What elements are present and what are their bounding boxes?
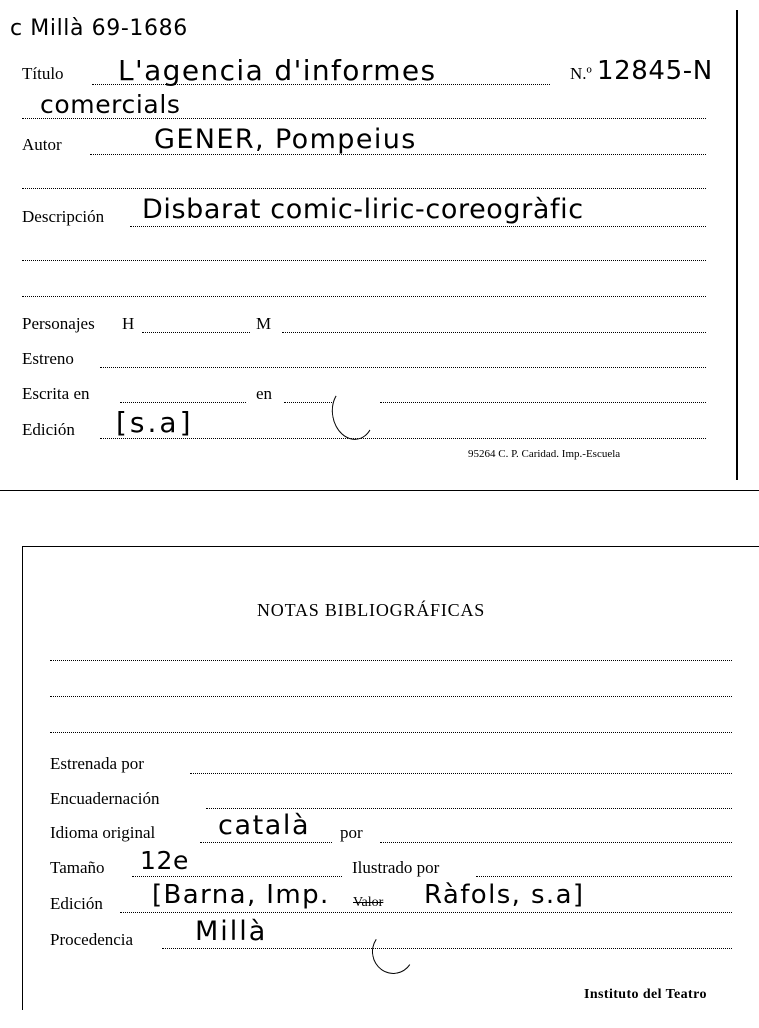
tamano-line bbox=[132, 876, 342, 877]
tamano-label: Tamaño bbox=[50, 858, 105, 877]
personajes-label: Personajes bbox=[22, 314, 95, 333]
titulo-label: Título bbox=[22, 64, 64, 83]
edicion-bottom-line bbox=[120, 912, 732, 913]
edicion-bottom-label: Edición bbox=[50, 894, 103, 913]
escrita-en-label: Escrita en bbox=[22, 384, 90, 403]
autor-value: GENER, Pompeius bbox=[154, 124, 417, 155]
numero-value: 12845-N bbox=[597, 56, 713, 86]
m-line bbox=[282, 332, 706, 333]
estreno-label: Estreno bbox=[22, 349, 74, 368]
notas-line-3 bbox=[50, 732, 732, 733]
descripcion-value: Disbarat comic-liric-coreogràfic bbox=[142, 194, 584, 225]
titulo-value: L'agencia d'informes bbox=[118, 54, 437, 87]
encuadernacion-label: Encuadernación bbox=[50, 789, 160, 808]
decorative-arc-bottom bbox=[368, 927, 417, 978]
estrenada-por-line bbox=[190, 773, 732, 774]
escrita-en-line bbox=[120, 402, 246, 403]
titulo-value-cont: comercials bbox=[40, 90, 181, 119]
idioma-value: català bbox=[218, 810, 311, 841]
descripcion-line-3 bbox=[22, 296, 706, 297]
numero-label: N.º bbox=[570, 64, 592, 83]
idioma-line bbox=[200, 842, 332, 843]
edicion-value: [s.a] bbox=[116, 406, 194, 439]
h-line bbox=[142, 332, 250, 333]
encuadernacion-line bbox=[206, 808, 732, 809]
en-label: en bbox=[256, 384, 273, 403]
idioma-label: Idioma original bbox=[50, 823, 156, 842]
estrenada-por-label: Estrenada por bbox=[50, 754, 144, 773]
edicion-bottom-prefix: [Barna, Imp. bbox=[152, 880, 330, 910]
notas-title: NOTAS BIBLIOGRÁFICAS bbox=[257, 600, 486, 620]
edicion-label: Edición bbox=[22, 420, 75, 439]
bottom-card-top-border bbox=[22, 546, 759, 547]
bottom-card-left-border bbox=[22, 546, 23, 1010]
notas-line-1 bbox=[50, 660, 732, 661]
descripcion-label: Descripción bbox=[22, 207, 105, 226]
top-card-bottom-border bbox=[0, 490, 759, 491]
m-label: M bbox=[256, 314, 272, 333]
top-card-right-border bbox=[736, 10, 738, 480]
h-label: H bbox=[122, 314, 135, 333]
en-line bbox=[284, 402, 332, 403]
descripcion-line-2 bbox=[22, 260, 706, 261]
tamano-value: 12e bbox=[140, 846, 189, 875]
descripcion-line bbox=[130, 226, 706, 227]
por-line bbox=[380, 842, 732, 843]
en-line-right bbox=[380, 402, 706, 403]
estreno-line bbox=[100, 367, 706, 368]
por-label: por bbox=[340, 823, 363, 842]
edicion-bottom-struck: Valor bbox=[353, 895, 384, 910]
procedencia-line bbox=[162, 948, 732, 949]
procedencia-value: Millà bbox=[195, 916, 268, 947]
autor-line-2 bbox=[22, 188, 706, 189]
decorative-arc-top bbox=[328, 383, 379, 443]
autor-label: Autor bbox=[22, 135, 62, 154]
footer-institution: Instituto del Teatro bbox=[584, 987, 707, 1002]
printer-note: 95264 C. P. Caridad. Imp.-Escuela bbox=[468, 448, 621, 460]
edicion-bottom-suffix: Ràfols, s.a] bbox=[424, 880, 585, 910]
card-header-note: c Millà 69-1686 bbox=[10, 16, 188, 41]
notas-line-2 bbox=[50, 696, 732, 697]
procedencia-label: Procedencia bbox=[50, 930, 134, 949]
ilustrado-line bbox=[476, 876, 732, 877]
ilustrado-label: Ilustrado por bbox=[352, 858, 440, 877]
